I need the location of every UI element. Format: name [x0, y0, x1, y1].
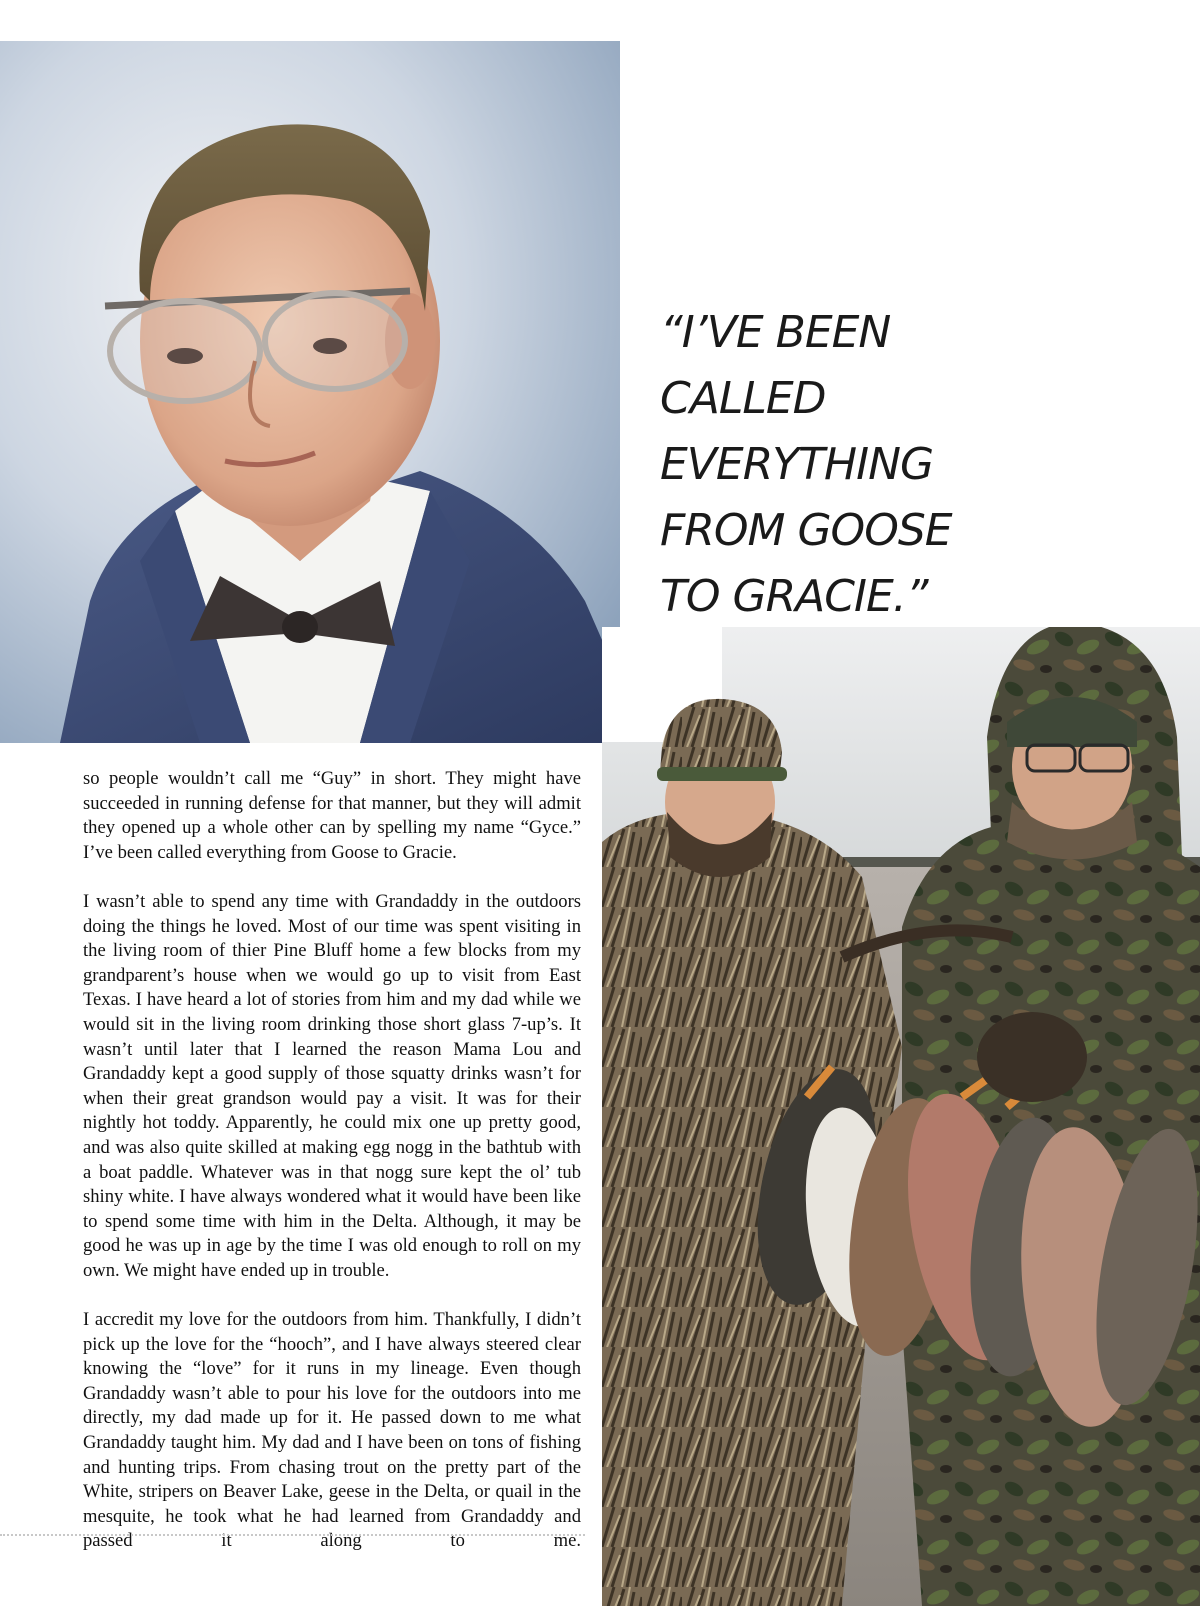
- article-paragraph: so people wouldn’t call me “Guy” in short. They might have succeeded in running defense for that manner, but they will admit they opened up a whole other can by spelling my name “Gyce.” I’ve been called everything from Goose to Gracie.: [83, 768, 581, 863]
- pull-quote-line: “I’VE BEEN: [660, 307, 891, 358]
- article-body: [83, 767, 581, 1554]
- pull-quote-line: EVERYTHING: [660, 439, 934, 490]
- pull-quote-line: TO GRACIE.”: [660, 571, 928, 622]
- pull-quote-line: CALLED: [660, 373, 826, 424]
- footer-dotted-rule: [0, 1534, 585, 1536]
- hunters-with-ducks-photo: [602, 627, 1200, 1606]
- article-paragraph: I accredit my love for the outdoors from him. Thankfully, I didn’t pick up the love for the “hooch”, and I have always steered clear knowing the “love” for it runs in my lineage. Even though Grandaddy wasn’t able to pour his love for the outdoors into me directly, my dad made up for it. He passed down to me what Grandaddy taught him. My dad and I have been on tons of fishing and hunting trips. From chasing trout on the pretty part of the White, stripers on Beaver Lake, geese in the Delta, or quail in the mesquite, he took what he had learned from Grandaddy and passed it along to me.: [83, 1309, 581, 1552]
- pull-quote-line: FROM GOOSE: [660, 505, 952, 556]
- grandfather-portrait-photo: [0, 41, 620, 743]
- article-paragraph: I wasn’t able to spend any time with Grandaddy in the outdoors doing the things he loved. Most of our time was spent visiting in the living room of thier Pine Bluff home a few blocks from my grandparent’s house when we would go up to visit from East Texas. I have heard a lot of stories from him and my dad while we would sit in the living room drinking those short glass 7-up’s. It wasn’t until later that I learned the reason Mama Lou and Grandaddy kept a good supply of those squatty drinks wasn’t for when their great grandson would pay a visit. It was for their nightly hot toddy. Apparently, he could mix one up pretty good, and was also quite skilled at making egg nogg in the bathtub with a boat paddle. Whatever was in that nogg sure kept the ol’ tub shiny white. I have always wondered what it would have been like to spend some time with him in the Delta. Although, it may be good he was up in age by the time I was old enough to roll on my own. We might have ended up in trouble.: [83, 890, 581, 1281]
- pull-quote: [660, 300, 1130, 630]
